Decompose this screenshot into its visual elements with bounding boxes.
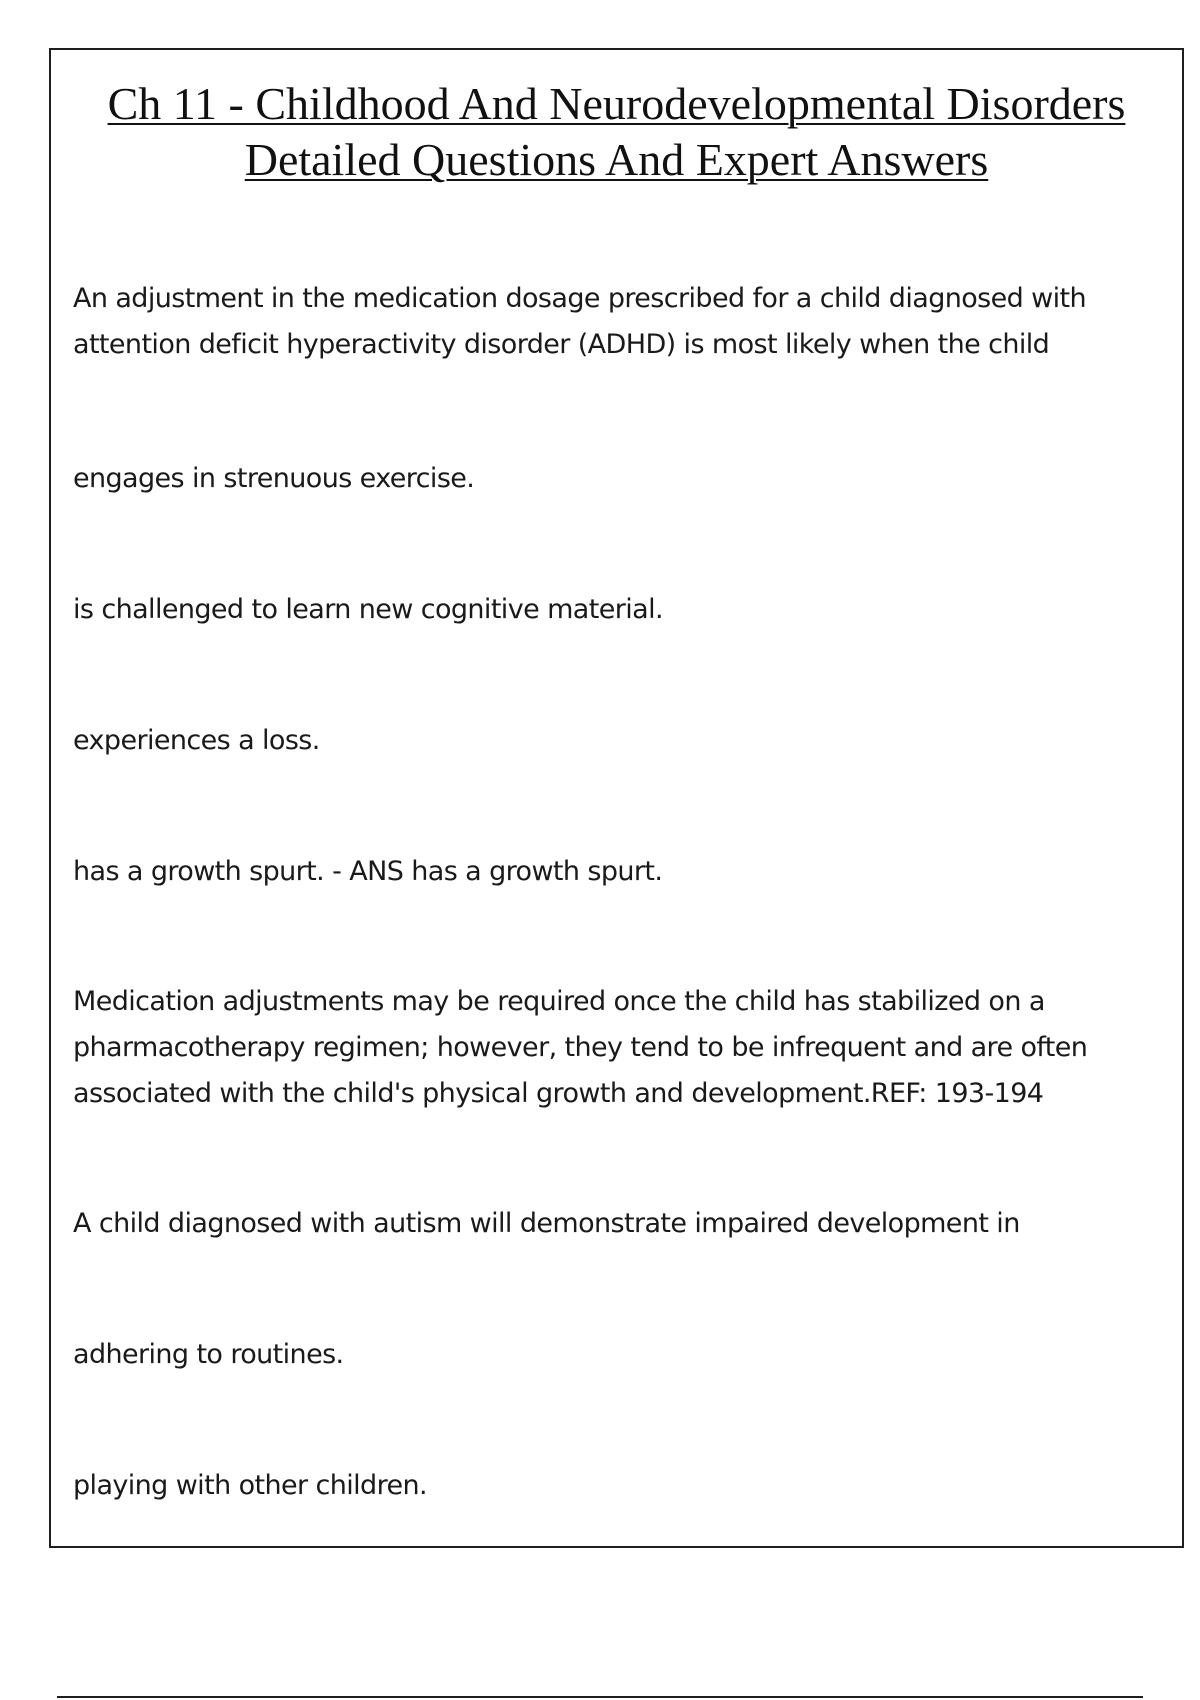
text-line: adhering to routines. (73, 1339, 344, 1370)
text-line: A child diagnosed with autism will demonstrate impaired development in (73, 1208, 1020, 1239)
text-line: engages in strenuous exercise. (73, 463, 475, 494)
answer-option-2 (73, 1463, 1142, 1509)
footer-divider (57, 1696, 1143, 1698)
text-line: Medication adjustments may be required once the child has stabilized on a (73, 986, 1045, 1017)
page-title (51, 76, 1182, 188)
answer-option-2 (73, 587, 1142, 633)
text-line: pharmacotherapy regimen; however, they tend to be infrequent and are often (73, 1032, 1088, 1063)
title-line-1: Ch 11 - Childhood And Neurodevelopmental Disorders (107, 78, 1126, 129)
text-line: is challenged to learn new cognitive material. (73, 594, 663, 625)
answer-option-1 (73, 456, 1142, 502)
text-line: has a growth spurt. - ANS has a growth spurt. (73, 856, 663, 887)
text-line: attention deficit hyperactivity disorder (ADHD) is most likely when the child (73, 329, 1050, 360)
text-line: associated with the child's physical growth and development.REF: 193-194 (73, 1078, 1044, 1109)
question-stem-autism (73, 1201, 1142, 1247)
answer-option-3 (73, 718, 1142, 764)
text-line: experiences a loss. (73, 725, 320, 756)
text-line: playing with other children. (73, 1470, 427, 1501)
page-content-frame (49, 48, 1184, 1548)
rationale-paragraph (73, 979, 1142, 1117)
title-line-2: Detailed Questions And Expert Answers (244, 134, 989, 185)
answer-option-1 (73, 1332, 1142, 1378)
text-line: An adjustment in the medication dosage prescribed for a child diagnosed with (73, 283, 1087, 314)
question-stem-adhd (73, 276, 1142, 368)
answer-option-4-with-answer (73, 849, 1142, 895)
